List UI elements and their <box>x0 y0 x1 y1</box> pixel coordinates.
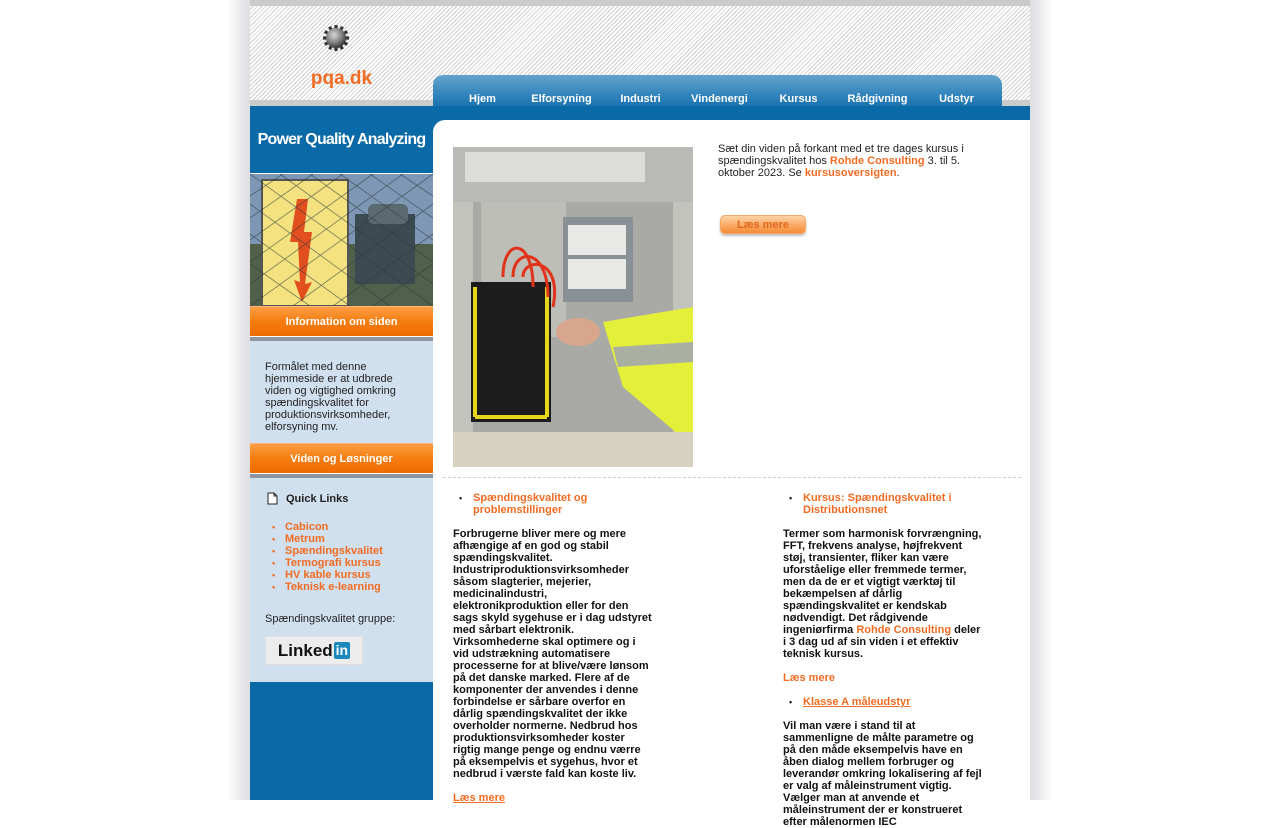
article-right-1-body-2: deler i 3 dag ud af sin viden i et effektiv teknisk kursus. <box>783 624 981 660</box>
article-left-read-more[interactable]: Læs mere <box>453 792 505 804</box>
quick-link-spaendingskvalitet[interactable]: • Spændingskvalitet <box>285 545 383 557</box>
article-left <box>453 492 653 804</box>
nav-item-udstyr[interactable]: Udstyr <box>939 93 974 105</box>
nav-item-vindenergi[interactable]: Vindenergi <box>691 93 748 105</box>
article-right-1-heading[interactable]: • Kursus: Spændingskvalitet i Distributionsnet <box>783 492 983 516</box>
main-photo <box>453 147 693 467</box>
page-shadow-right <box>1030 0 1054 800</box>
site-header <box>250 6 1030 105</box>
laes-mere-button[interactable]: Læs mere <box>720 215 806 234</box>
linkedin-in-icon: in <box>335 642 349 658</box>
quick-link-termografi[interactable]: • Termografi kursus <box>285 557 383 569</box>
article-right <box>783 492 983 828</box>
page-container <box>250 0 1030 828</box>
site-logo-text[interactable]: pqa.dk <box>310 68 373 89</box>
article-left-body: Forbrugerne bliver mere og mere afhængige af en god og stabil spændingskvalitet. Industriproduktionsvirksomheder såsom slagterier, mejerier, medicinalindustri, elektronikproduktion eller for den sags skyld sygehuse er i dag udstyret med sårbart elektronik. Virksomhederne skal optimere og i vid udstrækning automatisere processerne for at blive/være lønsom på det danske marked. Flere af de komponenter der anvendes i denne forbindelse er sårbare overfor en dårlig spændingskvalitet der ikke overholder normerne. Nedbrud hos produktionsvirksomheder koster rigtig mange penge og endnu værre på eksempelvis et sygehus, hvor et nedbrud i værste fald kan koste liv. <box>453 528 652 780</box>
linkedin-button[interactable] <box>265 636 363 665</box>
group-label: Spændingskvalitet gruppe: <box>265 613 396 625</box>
article-right-1-body <box>783 528 983 660</box>
nav-item-elforsyning[interactable]: Elforsyning <box>531 93 592 105</box>
document-icon <box>267 492 278 505</box>
article-left-heading[interactable]: • Spændingskvalitet og problemstillinger <box>453 492 653 516</box>
article-right-2-heading[interactable]: • Klasse A måleudstyr <box>783 696 983 708</box>
page-shadow-left <box>226 0 250 800</box>
info-text: Formålet med denne hjemmeside er at udbrede viden og vigtighed omkring spændingskvalitet for produktionsvirksomheder, elforsyning mv. <box>265 361 396 433</box>
electrician-photo-image <box>453 147 693 467</box>
intro-text-3: . <box>896 167 900 179</box>
sidebar-banner-image <box>250 174 433 306</box>
article-right-2-body: Vil man være i stand til at sammenligne de målte parametre og på den måde eksempelvis have en åben dialog mellem forbruger og leverandør omkring lokalisering af fejl er valg af måleinstrument vigtig. Vælger man at anvende et måleinstrument der er konstrueret efter målenormen IEC <box>783 720 982 828</box>
site-tagline: Power Quality Analyzing <box>250 120 433 173</box>
rohde-consulting-link-2[interactable]: Rohde Consulting <box>856 624 952 636</box>
quick-links-panel <box>250 478 433 682</box>
rohde-consulting-link[interactable]: Rohde Consulting <box>829 155 925 167</box>
gear-logo-icon[interactable] <box>322 24 350 52</box>
kursusoversigten-link[interactable]: kursusoversigten <box>804 167 897 179</box>
info-panel <box>250 341 433 443</box>
quick-link-cabicon[interactable]: • Cabicon <box>285 521 383 533</box>
sidebar-footer <box>250 682 433 800</box>
high-voltage-sign-image <box>250 174 433 306</box>
intro-text-2: 3. til 5. oktober 2023. Se <box>718 155 961 179</box>
nav-item-hjem[interactable]: Hjem <box>469 93 496 105</box>
quick-link-metrum[interactable]: • Metrum <box>285 533 383 545</box>
article-right-1-body-1: Termer som harmonisk forvrængning, FFT, frekvens analyse, højfrekvent støj, transienter, fliker kan være uforståelige eller fremmede termer, men da de er et vigtigt værktøj til bekæmpelsen af dårlig spændingskvalitet er kendskab nødvendigt. Det rådgivende ingeniørfirma <box>783 528 982 636</box>
quick-links-label: Quick Links <box>286 492 349 505</box>
quick-links-list <box>285 521 383 593</box>
viden-heading-bar: Viden og Løsninger <box>250 443 433 473</box>
article-right-1-read-more[interactable]: Læs mere <box>783 672 835 684</box>
intro-text <box>718 143 968 179</box>
quick-link-hv-kable[interactable]: • HV kable kursus <box>285 569 383 581</box>
content-corner <box>433 120 447 134</box>
quick-links-title <box>267 492 348 505</box>
quick-link-e-learning[interactable]: • Teknisk e-learning <box>285 581 383 593</box>
nav-item-kursus[interactable]: Kursus <box>779 93 818 105</box>
content-divider <box>443 477 1021 478</box>
blue-band <box>250 106 1030 120</box>
linkedin-text: Linked <box>277 640 333 660</box>
nav-item-industri[interactable]: Industri <box>620 93 661 105</box>
nav-item-radgivning[interactable]: Rådgivning <box>847 93 908 105</box>
intro-text-1: Sæt din viden på forkant med et tre dages kursus i spændingskvalitet hos <box>718 143 964 167</box>
info-heading-bar: Information om siden <box>250 306 433 336</box>
